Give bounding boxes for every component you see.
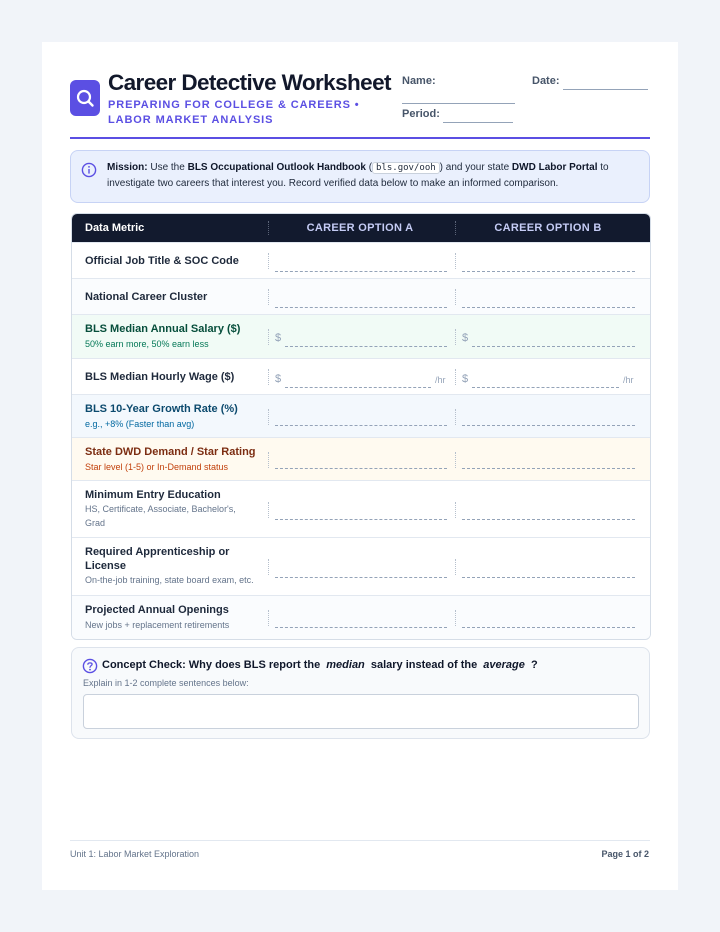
header-divider-b (455, 221, 456, 235)
career-b-entry-field[interactable] (462, 519, 635, 520)
table-row (72, 437, 650, 481)
career-a-entry-field[interactable] (275, 307, 447, 308)
currency-symbol: $ (462, 373, 469, 385)
row-hint: New jobs + replacement retirements (85, 620, 230, 630)
table-row (72, 480, 650, 538)
row-label: Minimum Entry Education (85, 489, 221, 501)
comparison-table (71, 213, 651, 640)
column-divider-a (268, 289, 269, 305)
worksheet-subtitle: PREPARING FOR COLLEGE & CAREERS • LABOR MARKET ANALYSIS (108, 99, 360, 126)
column-divider-b (455, 452, 456, 468)
header-career-b: CAREER OPTION B (494, 222, 602, 234)
column-divider-a (268, 502, 269, 518)
career-b-entry-field[interactable] (472, 346, 635, 347)
table-row (72, 242, 650, 279)
career-b-entry-field[interactable] (462, 307, 635, 308)
header-data-metric: Data Metric (85, 222, 145, 234)
career-a-entry-field[interactable] (275, 627, 447, 628)
column-divider-b (455, 502, 456, 518)
row-hint: On-the-job training, state board exam, etc. (85, 575, 254, 585)
row-label: Projected Annual Openings (85, 604, 229, 616)
hourly-unit: /hr (623, 375, 634, 385)
column-divider-b (455, 329, 456, 345)
row-hint: HS, Certificate, Associate, Bachelor's, Grad (85, 504, 236, 528)
column-divider-a (268, 329, 269, 345)
mission-text-part: Use the (147, 162, 188, 173)
date-field[interactable] (563, 89, 648, 90)
header-career-a: CAREER OPTION A (306, 222, 414, 234)
mission-text-part: ( (365, 162, 373, 173)
row-label: State DWD Demand / Star Rating (85, 446, 256, 458)
concept-question (102, 659, 538, 671)
bls-source: BLS Occupational Outlook Handbook (187, 162, 366, 173)
row-label: BLS Median Hourly Wage ($) (85, 371, 235, 383)
magnifier-icon (70, 80, 100, 116)
column-divider-a (268, 610, 269, 626)
row-label: BLS 10-Year Growth Rate (%) (85, 403, 238, 415)
concept-emphasis-median: median (326, 659, 365, 671)
table-row (72, 595, 650, 640)
table-row (72, 358, 650, 395)
row-label: National Career Cluster (85, 291, 208, 303)
column-divider-b (455, 369, 456, 385)
column-divider-a (268, 452, 269, 468)
column-divider-a (268, 253, 269, 269)
dwd-source: DWD Labor Portal (511, 162, 598, 173)
mission-text-part: to investigate two careers that interest you. Record verified data below to make an informed comparison. (107, 162, 609, 189)
table-header (72, 214, 650, 242)
row-hint: e.g., +8% (Faster than avg) (85, 419, 195, 429)
concept-question-part: Concept Check: Why does BLS report the (102, 659, 321, 671)
column-divider-a (268, 409, 269, 425)
header-divider-a (268, 221, 269, 235)
bls-url: bls.gov/ooh (372, 162, 440, 174)
column-divider-a (268, 369, 269, 385)
mission-text (107, 160, 641, 192)
career-a-entry-field[interactable] (275, 271, 447, 272)
name-label: Name: (402, 75, 436, 87)
column-divider-a (268, 559, 269, 575)
table-row (72, 314, 650, 359)
row-label: Required Apprenticeship or License (85, 546, 230, 572)
column-divider-b (455, 409, 456, 425)
hourly-unit: /hr (435, 375, 446, 385)
concept-hint: Explain in 1-2 complete sentences below: (83, 678, 249, 688)
table-row (72, 537, 650, 596)
footer-page-number: Page 1 of 2 (601, 849, 649, 859)
career-b-entry-field[interactable] (462, 425, 635, 426)
date-label: Date: (532, 75, 560, 87)
career-b-entry-field[interactable] (462, 577, 635, 578)
worksheet-title: Career Detective Worksheet (108, 70, 391, 95)
career-a-entry-field[interactable] (275, 468, 447, 469)
career-b-entry-field[interactable] (472, 387, 619, 388)
concept-check (71, 647, 650, 739)
career-a-entry-field[interactable] (285, 387, 431, 388)
currency-symbol: $ (275, 373, 282, 385)
mission-box (70, 150, 650, 203)
career-a-entry-field[interactable] (275, 425, 447, 426)
currency-symbol: $ (275, 332, 282, 344)
column-divider-b (455, 559, 456, 575)
concept-question-part: salary instead of the (370, 659, 478, 671)
row-label: Official Job Title & SOC Code (85, 255, 239, 267)
concept-question-part: ? (530, 659, 538, 671)
header-divider (70, 137, 650, 139)
mission-lead: Mission: (107, 162, 148, 173)
table-row (72, 278, 650, 315)
currency-symbol: $ (462, 332, 469, 344)
row-hint: Star level (1-5) or In-Demand status (85, 462, 229, 472)
row-label: BLS Median Annual Salary ($) (85, 323, 241, 335)
info-icon (81, 162, 97, 178)
concept-emphasis-average: average (483, 659, 525, 671)
career-b-entry-field[interactable] (462, 627, 635, 628)
footer-divider (70, 840, 650, 841)
name-field[interactable] (402, 103, 515, 104)
career-a-entry-field[interactable] (275, 577, 447, 578)
concept-answer-field[interactable] (83, 694, 639, 729)
column-divider-b (455, 610, 456, 626)
column-divider-b (455, 253, 456, 269)
worksheet-page (42, 42, 678, 890)
career-a-entry-field[interactable] (285, 346, 447, 347)
period-field[interactable] (443, 122, 513, 123)
question-icon (82, 658, 98, 674)
row-hint: 50% earn more, 50% earn less (85, 339, 209, 349)
period-label: Period: (402, 108, 440, 120)
mission-text-part: ) and your state (439, 162, 512, 173)
career-b-entry-field[interactable] (462, 468, 635, 469)
column-divider-b (455, 289, 456, 305)
career-a-entry-field[interactable] (275, 519, 447, 520)
career-b-entry-field[interactable] (462, 271, 635, 272)
table-row (72, 394, 650, 438)
footer-unit: Unit 1: Labor Market Exploration (70, 849, 200, 859)
